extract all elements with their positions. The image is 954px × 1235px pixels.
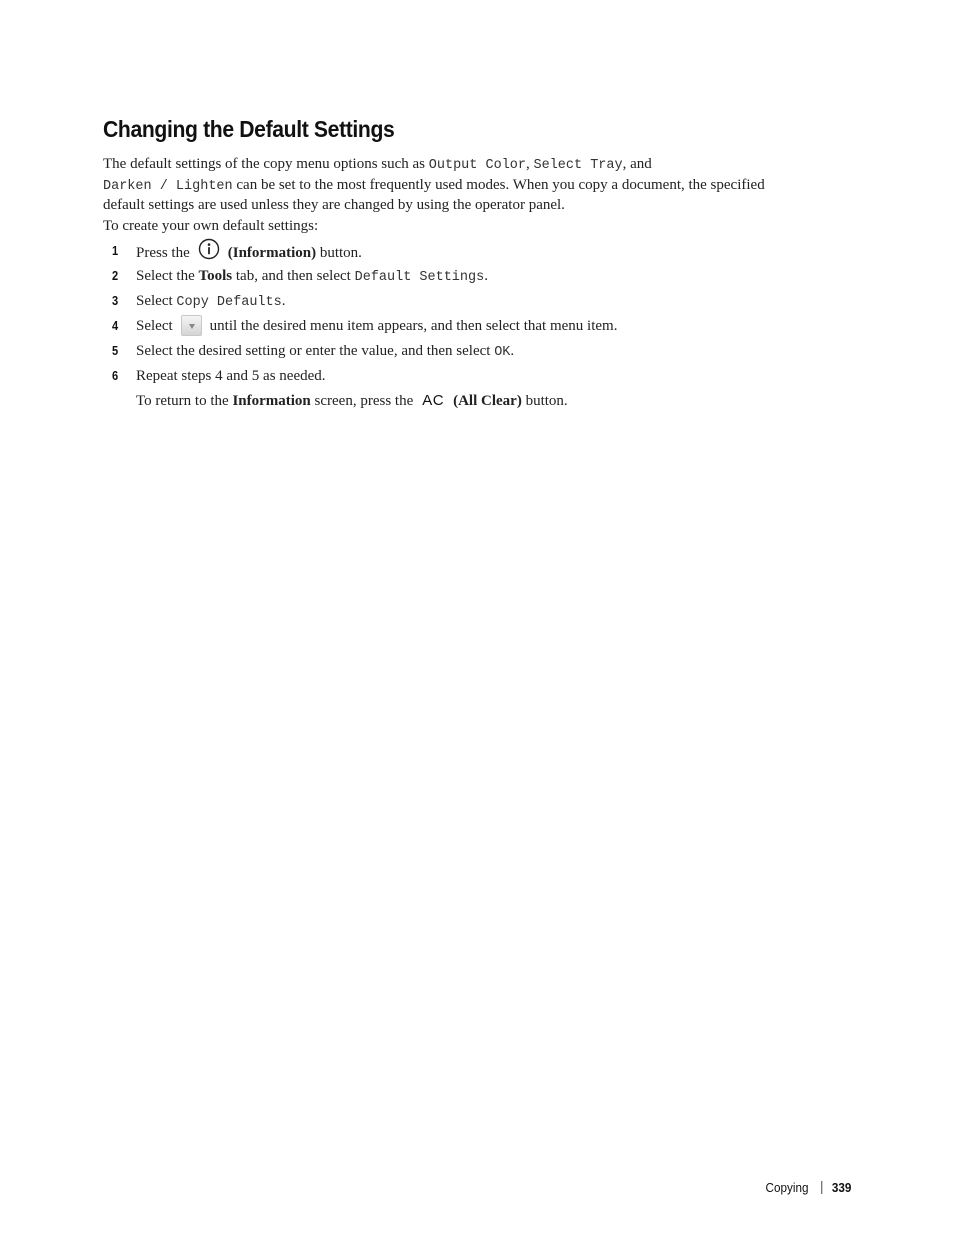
step-text (136, 291, 285, 313)
step-text-post: . (484, 268, 488, 284)
intro-text-1: The default settings of the copy menu options such as (103, 156, 429, 172)
step-text (136, 241, 362, 266)
note-text-mid: screen, press the (310, 393, 414, 409)
note-text-post: button. (521, 393, 568, 409)
step-text-post: . (281, 293, 286, 309)
step-text-pre: Press the (136, 244, 190, 261)
step-text: Repeat steps 4 and 5 as needed. (136, 368, 326, 384)
information-screen-label: Information (232, 393, 311, 409)
step-text-post: button. (316, 244, 362, 261)
step-text (136, 341, 514, 363)
step-number: 5 (112, 343, 119, 358)
step-text (136, 266, 488, 288)
step-text-mid: tab, and then select (232, 268, 355, 284)
step-number: 4 (112, 318, 119, 333)
all-clear-label: (All Clear) (453, 393, 522, 409)
code-default-settings: Default Settings (354, 270, 485, 285)
intro-text-2: , (526, 156, 534, 172)
page-title: Changing the Default Settings (103, 116, 395, 142)
step-text-pre: Select (136, 293, 177, 309)
step-text-pre: Select (136, 318, 173, 334)
intro-line-2 (103, 176, 838, 197)
step-number: 1 (112, 243, 119, 258)
all-clear-icon: AC (422, 391, 445, 409)
page-footer (765, 1180, 851, 1195)
intro-line-1 (103, 155, 838, 176)
step-text-post: . (510, 343, 515, 359)
step-text-pre: Select the desired setting or enter the value, and then select (136, 343, 495, 359)
code-darken-lighten: Darken / Lighten (103, 178, 233, 194)
step-number: 3 (112, 293, 119, 308)
step-text (136, 316, 617, 336)
step-number: 2 (112, 268, 119, 283)
steps-lead: To create your own default settings: (103, 218, 319, 234)
intro-paragraph (103, 155, 838, 215)
information-label: (Information) (227, 244, 317, 261)
page-number: 339 (831, 1180, 851, 1195)
code-select-tray: Select Tray (533, 158, 623, 173)
code-copy-defaults: Copy Defaults (176, 295, 282, 310)
step-text-post: until the desired menu item appears, and then select that menu item. (209, 318, 618, 334)
scroll-down-icon (181, 315, 202, 336)
intro-text-3: , and (622, 156, 652, 172)
information-icon (198, 238, 220, 266)
footer-divider (821, 1181, 822, 1194)
intro-text-4: can be set to the most frequently used modes. When you copy a document, the specified (232, 176, 765, 193)
code-ok: OK (494, 345, 511, 360)
step-number: 6 (112, 368, 119, 383)
code-output-color: Output Color (428, 158, 526, 173)
note-text-pre: To return to the (136, 393, 233, 409)
return-note (136, 391, 568, 411)
footer-section: Copying (765, 1180, 809, 1195)
intro-line-3: default settings are used unless they are changed by using the operator panel. (103, 197, 565, 213)
step-text-pre: Select the (136, 268, 199, 284)
tools-label: Tools (198, 268, 233, 284)
